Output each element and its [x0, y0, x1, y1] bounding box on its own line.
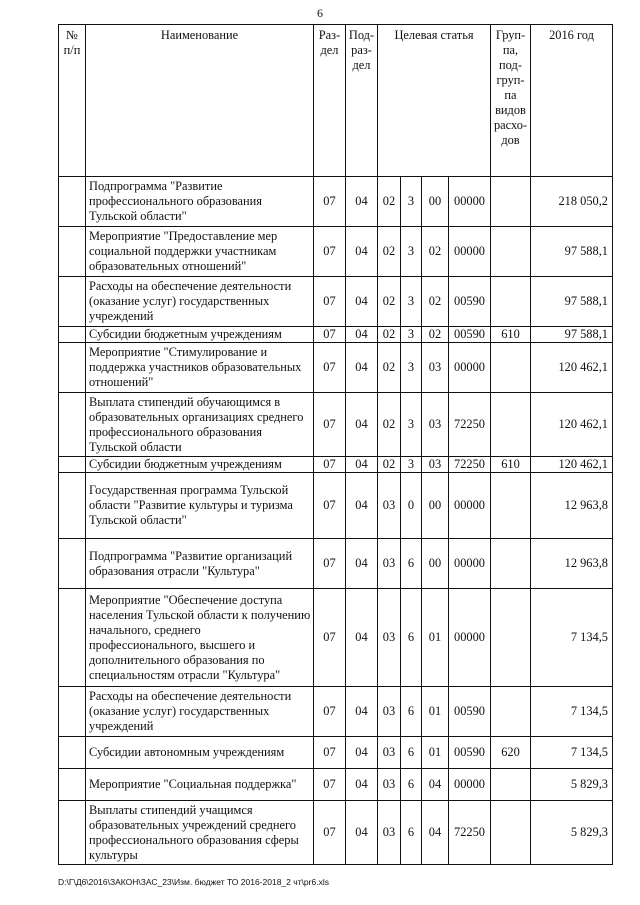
cell-num [59, 343, 86, 393]
header-name: Наименование [86, 25, 314, 177]
header-num: № п/п [59, 25, 86, 177]
cell-cs-subprogram: 6 [401, 769, 422, 801]
cell-cs-program: 02 [378, 277, 401, 327]
cell-vr [491, 589, 531, 687]
cell-num [59, 539, 86, 589]
cell-num [59, 687, 86, 737]
cell-razdel: 07 [314, 769, 346, 801]
cell-amount: 12 963,8 [531, 539, 613, 589]
cell-name: Мероприятие "Предоставление мер социальной поддержки участникам образовательных отношений" [86, 227, 314, 277]
cell-razdel: 07 [314, 227, 346, 277]
cell-name: Субсидии автономным учреждениям [86, 737, 314, 769]
cell-cs-subprogram: 0 [401, 473, 422, 539]
cell-cs-program: 03 [378, 801, 401, 865]
cell-podrazdel: 04 [346, 769, 378, 801]
cell-cs-direction: 00590 [449, 687, 491, 737]
cell-cs-event: 00 [422, 177, 449, 227]
header-gruppa: Груп-па, под-груп-па видов расхо-дов [491, 25, 531, 177]
cell-name: Мероприятие "Стимулирование и поддержка участников образовательных отношений" [86, 343, 314, 393]
header-podrazdel: Под-раз-дел [346, 25, 378, 177]
cell-cs-event: 03 [422, 393, 449, 457]
cell-vr [491, 801, 531, 865]
cell-razdel: 07 [314, 687, 346, 737]
table-row [59, 737, 613, 769]
cell-name: Выплаты стипендий учащимся образовательных учреждений среднего профессионального образования сферы культуры [86, 801, 314, 865]
cell-podrazdel: 04 [346, 277, 378, 327]
cell-cs-direction: 00000 [449, 589, 491, 687]
cell-cs-event: 03 [422, 457, 449, 473]
cell-name: Государственная программа Тульской области "Развитие культуры и туризма Тульской области" [86, 473, 314, 539]
cell-cs-event: 04 [422, 769, 449, 801]
cell-cs-program: 03 [378, 769, 401, 801]
cell-cs-subprogram: 6 [401, 589, 422, 687]
cell-cs-subprogram: 3 [401, 327, 422, 343]
cell-razdel: 07 [314, 539, 346, 589]
cell-vr [491, 177, 531, 227]
cell-podrazdel: 04 [346, 227, 378, 277]
cell-num [59, 473, 86, 539]
cell-razdel: 07 [314, 327, 346, 343]
cell-vr [491, 473, 531, 539]
cell-cs-direction: 00590 [449, 327, 491, 343]
cell-name: Подпрограмма "Развитие профессионального образования Тульской области" [86, 177, 314, 227]
cell-cs-subprogram: 6 [401, 801, 422, 865]
cell-vr [491, 393, 531, 457]
cell-name: Субсидии бюджетным учреждениям [86, 327, 314, 343]
cell-cs-event: 02 [422, 277, 449, 327]
cell-vr: 620 [491, 737, 531, 769]
table-row [59, 473, 613, 539]
table-row [59, 343, 613, 393]
cell-num [59, 327, 86, 343]
cell-cs-direction: 00000 [449, 769, 491, 801]
cell-podrazdel: 04 [346, 177, 378, 227]
cell-cs-direction: 00000 [449, 473, 491, 539]
cell-podrazdel: 04 [346, 457, 378, 473]
cell-num [59, 457, 86, 473]
cell-cs-event: 00 [422, 473, 449, 539]
cell-cs-direction: 72250 [449, 393, 491, 457]
cell-num [59, 227, 86, 277]
cell-podrazdel: 04 [346, 393, 378, 457]
cell-amount: 97 588,1 [531, 327, 613, 343]
cell-amount: 97 588,1 [531, 227, 613, 277]
table-row [59, 277, 613, 327]
cell-vr: 610 [491, 457, 531, 473]
cell-cs-direction: 00000 [449, 343, 491, 393]
header-razdel: Раз-дел [314, 25, 346, 177]
table-row [59, 539, 613, 589]
cell-num [59, 393, 86, 457]
cell-cs-subprogram: 3 [401, 393, 422, 457]
cell-amount: 7 134,5 [531, 737, 613, 769]
cell-cs-event: 02 [422, 227, 449, 277]
cell-cs-event: 01 [422, 687, 449, 737]
cell-amount: 7 134,5 [531, 687, 613, 737]
cell-razdel: 07 [314, 737, 346, 769]
cell-cs-event: 00 [422, 539, 449, 589]
cell-cs-program: 03 [378, 737, 401, 769]
cell-razdel: 07 [314, 473, 346, 539]
table-row [59, 393, 613, 457]
cell-cs-subprogram: 6 [401, 539, 422, 589]
cell-name: Мероприятие "Обеспечение доступа населения Тульской области к получению начального, среднего профессионального, высшего и дополнительного образования по специальностям отрасли "Культура" [86, 589, 314, 687]
cell-cs-program: 03 [378, 539, 401, 589]
cell-name: Подпрограмма "Развитие организаций образования отрасли "Культура" [86, 539, 314, 589]
cell-cs-program: 02 [378, 327, 401, 343]
cell-amount: 5 829,3 [531, 769, 613, 801]
cell-podrazdel: 04 [346, 589, 378, 687]
table-row [59, 327, 613, 343]
cell-cs-subprogram: 3 [401, 227, 422, 277]
cell-cs-direction: 72250 [449, 457, 491, 473]
cell-num [59, 737, 86, 769]
cell-cs-direction: 72250 [449, 801, 491, 865]
cell-cs-program: 02 [378, 343, 401, 393]
cell-vr: 610 [491, 327, 531, 343]
cell-podrazdel: 04 [346, 473, 378, 539]
cell-amount: 12 963,8 [531, 473, 613, 539]
cell-cs-program: 02 [378, 177, 401, 227]
cell-podrazdel: 04 [346, 687, 378, 737]
table-row [59, 769, 613, 801]
cell-cs-direction: 00000 [449, 177, 491, 227]
cell-num [59, 589, 86, 687]
table-row [59, 687, 613, 737]
cell-razdel: 07 [314, 177, 346, 227]
cell-cs-direction: 00000 [449, 227, 491, 277]
cell-num [59, 769, 86, 801]
cell-podrazdel: 04 [346, 737, 378, 769]
cell-vr [491, 227, 531, 277]
cell-razdel: 07 [314, 343, 346, 393]
cell-cs-subprogram: 3 [401, 277, 422, 327]
cell-podrazdel: 04 [346, 539, 378, 589]
table-row [59, 177, 613, 227]
table-row [59, 227, 613, 277]
table-row [59, 457, 613, 473]
page-number: 6 [317, 6, 323, 20]
cell-razdel: 07 [314, 801, 346, 865]
cell-razdel: 07 [314, 589, 346, 687]
cell-amount: 5 829,3 [531, 801, 613, 865]
cell-cs-direction: 00590 [449, 737, 491, 769]
cell-cs-event: 01 [422, 737, 449, 769]
cell-podrazdel: 04 [346, 343, 378, 393]
cell-cs-program: 02 [378, 393, 401, 457]
cell-cs-program: 02 [378, 457, 401, 473]
cell-vr [491, 769, 531, 801]
cell-amount: 218 050,2 [531, 177, 613, 227]
cell-razdel: 07 [314, 393, 346, 457]
cell-cs-program: 03 [378, 687, 401, 737]
cell-amount: 7 134,5 [531, 589, 613, 687]
cell-cs-subprogram: 6 [401, 687, 422, 737]
cell-num [59, 177, 86, 227]
cell-podrazdel: 04 [346, 327, 378, 343]
cell-cs-event: 01 [422, 589, 449, 687]
cell-name: Мероприятие "Социальная поддержка" [86, 769, 314, 801]
cell-cs-program: 02 [378, 227, 401, 277]
cell-cs-event: 04 [422, 801, 449, 865]
cell-cs-direction: 00590 [449, 277, 491, 327]
cell-cs-event: 03 [422, 343, 449, 393]
table-header-row [59, 25, 613, 177]
cell-podrazdel: 04 [346, 801, 378, 865]
cell-num [59, 801, 86, 865]
cell-razdel: 07 [314, 457, 346, 473]
cell-name: Субсидии бюджетным учреждениям [86, 457, 314, 473]
cell-razdel: 07 [314, 277, 346, 327]
cell-name: Расходы на обеспечение деятельности (оказание услуг) государственных учреждений [86, 277, 314, 327]
cell-cs-subprogram: 3 [401, 457, 422, 473]
cell-vr [491, 539, 531, 589]
cell-vr [491, 343, 531, 393]
cell-cs-subprogram: 3 [401, 177, 422, 227]
cell-vr [491, 687, 531, 737]
cell-cs-program: 03 [378, 589, 401, 687]
cell-cs-program: 03 [378, 473, 401, 539]
budget-table [58, 24, 613, 865]
cell-cs-event: 02 [422, 327, 449, 343]
header-celevaya: Целевая статья [378, 25, 491, 177]
cell-amount: 120 462,1 [531, 457, 613, 473]
cell-cs-subprogram: 6 [401, 737, 422, 769]
header-year: 2016 год [531, 25, 613, 177]
cell-cs-subprogram: 3 [401, 343, 422, 393]
cell-name: Выплата стипендий обучающимся в образовательных организациях среднего профессионального образования Тульской области [86, 393, 314, 457]
cell-vr [491, 277, 531, 327]
cell-num [59, 277, 86, 327]
file-path-footer: D:\Г\Д6\2016\ЗАКОН\ЗАС_23\Изм. бюджет ТО 2016-2018_2 чт\pr6.xls [58, 877, 329, 887]
cell-name: Расходы на обеспечение деятельности (оказание услуг) государственных учреждений [86, 687, 314, 737]
cell-amount: 120 462,1 [531, 343, 613, 393]
cell-amount: 97 588,1 [531, 277, 613, 327]
table-row [59, 801, 613, 865]
cell-amount: 120 462,1 [531, 393, 613, 457]
table-row [59, 589, 613, 687]
cell-cs-direction: 00000 [449, 539, 491, 589]
